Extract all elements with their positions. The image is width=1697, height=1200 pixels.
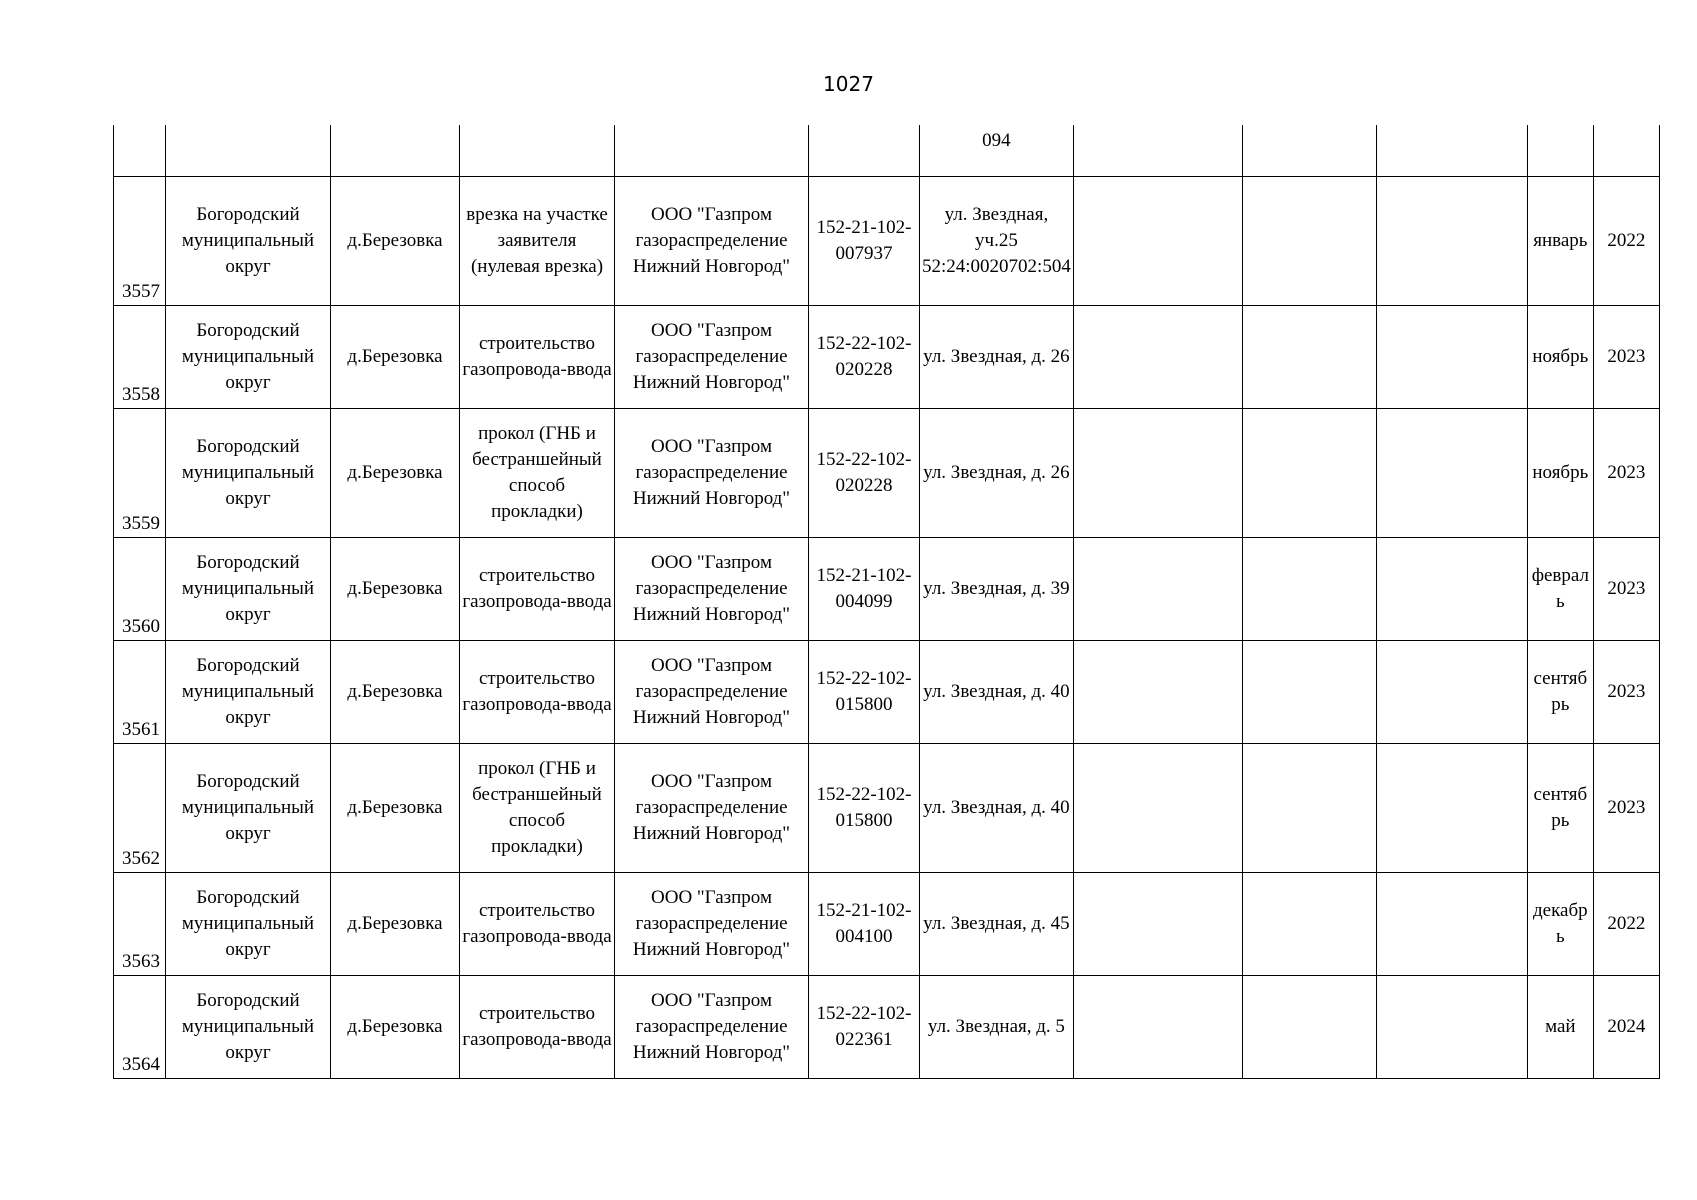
year-cell: 2024 (1593, 975, 1659, 1078)
request-number-cell: 152-22-102-022361 (809, 975, 920, 1078)
empty-cell (1376, 743, 1527, 872)
address-cell: ул. Звездная, д. 5 (920, 975, 1074, 1078)
empty-cell (1073, 872, 1242, 975)
district-cell: Богородский муниципальный округ (166, 305, 331, 408)
settlement-cell: д.Березовка (331, 975, 460, 1078)
year-cell: 2023 (1593, 743, 1659, 872)
month-cell: ноябрь (1527, 305, 1593, 408)
address-cell: ул. Звездная, д. 26 (920, 408, 1074, 537)
request-number-cell: 152-22-102-015800 (809, 743, 920, 872)
year-cell: 2022 (1593, 872, 1659, 975)
num-cell: 3560 (114, 537, 166, 640)
settlement-cell (331, 125, 460, 176)
empty-cell (1073, 537, 1242, 640)
month-cell: февраль (1527, 537, 1593, 640)
request-number-cell: 152-21-102-004100 (809, 872, 920, 975)
settlement-cell: д.Березовка (331, 408, 460, 537)
organization-cell: ООО "Газпром газораспределение Нижний Новгород" (615, 537, 809, 640)
work-type-cell: прокол (ГНБ и бестраншейный способ прокладки) (460, 408, 615, 537)
address-cell: ул. Звездная, д. 39 (920, 537, 1074, 640)
num-cell: 3564 (114, 975, 166, 1078)
district-cell: Богородский муниципальный округ (166, 975, 331, 1078)
empty-cell (1376, 872, 1527, 975)
year-cell (1593, 125, 1659, 176)
table-row (114, 176, 1660, 305)
request-cell (809, 125, 920, 176)
table-row (114, 408, 1660, 537)
work-type-cell: строительство газопровода-ввода (460, 305, 615, 408)
empty-cell (1242, 305, 1376, 408)
empty-cell (1376, 537, 1527, 640)
table-row (114, 305, 1660, 408)
organization-cell: ООО "Газпром газораспределение Нижний Новгород" (615, 176, 809, 305)
address-cell: ул. Звездная, д. 40 (920, 743, 1074, 872)
district-cell: Богородский муниципальный округ (166, 872, 331, 975)
address-cell: ул. Звездная, д. 45 (920, 872, 1074, 975)
year-cell: 2023 (1593, 640, 1659, 743)
year-cell: 2023 (1593, 537, 1659, 640)
empty-cell (1073, 125, 1242, 176)
district-cell: Богородский муниципальный округ (166, 537, 331, 640)
empty-cell (1242, 408, 1376, 537)
settlement-cell: д.Березовка (331, 872, 460, 975)
empty-cell (1376, 305, 1527, 408)
district-cell (166, 125, 331, 176)
empty-cell (1242, 537, 1376, 640)
address-cell: ул. Звездная, д. 26 (920, 305, 1074, 408)
address-cell: 094 (920, 125, 1074, 176)
settlement-cell: д.Березовка (331, 305, 460, 408)
empty-cell (1242, 640, 1376, 743)
empty-cell (1242, 743, 1376, 872)
empty-cell (1242, 125, 1376, 176)
organization-cell: ООО "Газпром газораспределение Нижний Новгород" (615, 975, 809, 1078)
empty-cell (1073, 743, 1242, 872)
request-number-cell: 152-22-102-020228 (809, 305, 920, 408)
work-type-cell: строительство газопровода-ввода (460, 975, 615, 1078)
month-cell: ноябрь (1527, 408, 1593, 537)
work-type-cell: строительство газопровода-ввода (460, 537, 615, 640)
empty-cell (1376, 975, 1527, 1078)
year-cell: 2022 (1593, 176, 1659, 305)
organization-cell: ООО "Газпром газораспределение Нижний Новгород" (615, 305, 809, 408)
continuation-row (114, 125, 1660, 176)
month-cell: сентябрь (1527, 743, 1593, 872)
work-type-cell: прокол (ГНБ и бестраншейный способ прокладки) (460, 743, 615, 872)
year-cell: 2023 (1593, 305, 1659, 408)
work-type-cell: строительство газопровода-ввода (460, 872, 615, 975)
page-number: 1027 (823, 72, 874, 96)
district-cell: Богородский муниципальный округ (166, 743, 331, 872)
month-cell (1527, 125, 1593, 176)
empty-cell (1242, 975, 1376, 1078)
empty-cell (1073, 176, 1242, 305)
empty-cell (1376, 125, 1527, 176)
month-cell: сентябрь (1527, 640, 1593, 743)
request-number-cell: 152-21-102-007937 (809, 176, 920, 305)
table-row (114, 975, 1660, 1078)
empty-cell (1073, 640, 1242, 743)
organization-cell: ООО "Газпром газораспределение Нижний Новгород" (615, 640, 809, 743)
table-row (114, 743, 1660, 872)
num-cell: 3561 (114, 640, 166, 743)
empty-cell (1376, 640, 1527, 743)
empty-cell (1073, 305, 1242, 408)
num-cell: 3558 (114, 305, 166, 408)
table-row (114, 640, 1660, 743)
settlement-cell: д.Березовка (331, 537, 460, 640)
work-type-cell: врезка на участке заявителя (нулевая врезка) (460, 176, 615, 305)
table-row (114, 537, 1660, 640)
district-cell: Богородский муниципальный округ (166, 408, 331, 537)
request-number-cell: 152-22-102-015800 (809, 640, 920, 743)
num-cell: 3557 (114, 176, 166, 305)
work-type-cell: строительство газопровода-ввода (460, 640, 615, 743)
num-cell: 3562 (114, 743, 166, 872)
empty-cell (1376, 176, 1527, 305)
address-cell: ул. Звездная, уч.25 52:24:0020702:504 (920, 176, 1074, 305)
empty-cell (1242, 872, 1376, 975)
table-body (114, 125, 1660, 1078)
settlement-cell: д.Березовка (331, 743, 460, 872)
num-cell (114, 125, 166, 176)
address-cell: ул. Звездная, д. 40 (920, 640, 1074, 743)
settlement-cell: д.Березовка (331, 640, 460, 743)
settlement-cell: д.Березовка (331, 176, 460, 305)
empty-cell (1073, 975, 1242, 1078)
empty-cell (1073, 408, 1242, 537)
request-number-cell: 152-22-102-020228 (809, 408, 920, 537)
empty-cell (1376, 408, 1527, 537)
month-cell: май (1527, 975, 1593, 1078)
request-number-cell: 152-21-102-004099 (809, 537, 920, 640)
district-cell: Богородский муниципальный округ (166, 640, 331, 743)
organization-cell: ООО "Газпром газораспределение Нижний Новгород" (615, 408, 809, 537)
num-cell: 3559 (114, 408, 166, 537)
month-cell: январь (1527, 176, 1593, 305)
organization-cell: ООО "Газпром газораспределение Нижний Новгород" (615, 743, 809, 872)
works-table (113, 125, 1660, 1079)
work-type-cell (460, 125, 615, 176)
num-cell: 3563 (114, 872, 166, 975)
year-cell: 2023 (1593, 408, 1659, 537)
organization-cell (615, 125, 809, 176)
empty-cell (1242, 176, 1376, 305)
month-cell: декабрь (1527, 872, 1593, 975)
table-row (114, 872, 1660, 975)
organization-cell: ООО "Газпром газораспределение Нижний Новгород" (615, 872, 809, 975)
district-cell: Богородский муниципальный округ (166, 176, 331, 305)
